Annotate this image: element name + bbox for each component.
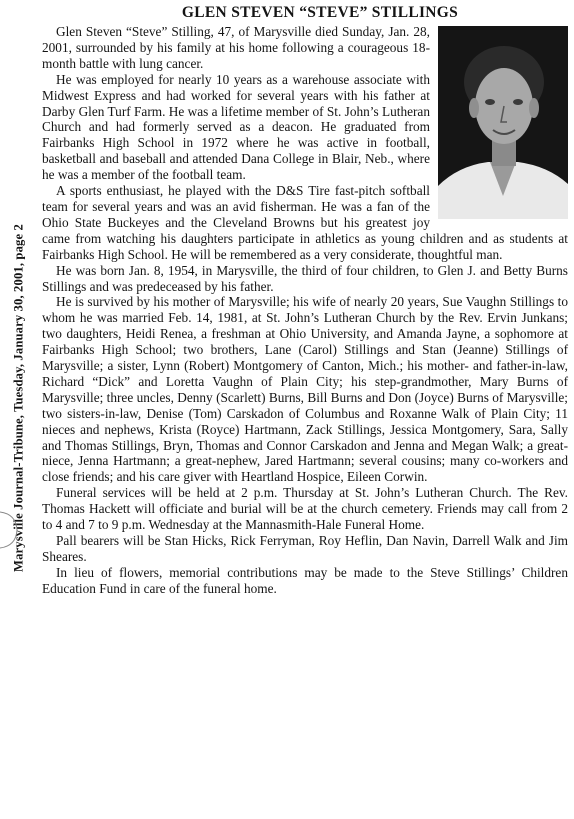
portrait-photo-icon xyxy=(438,26,568,219)
obituary-paragraph: Pall bearers will be Stan Hicks, Rick Ferryman, Roy Heflin, Dan Navin, Darrell Walk and Jim Sheares. xyxy=(42,533,568,564)
obituary-paragraph: He is survived by his mother of Marysville; his wife of nearly 20 years, Sue Vaughn Stillings to whom he was married Feb. 14, 1981, at St. John’s Lutheran Church by the Rev. Ervin Junkans; two daughters, Heidi Renea, a freshman at Ohio University, and Amanda Jayne, a sophomore at Fairbanks High School; two brothers, Lane (Carol) Stillings and Stan (Jeanne) Stillings of Marysville; a sister, Lynn (Robert) Montgomery of Canton, Mich.; his mother- and father-in-law, Richard “Dick” and Loretta Vaughn of Plain City; his step-grandmother, Mary Burns of Marysville; three uncles, Denny (Scarlett) Burns, Bill Burns and Don (Joyce) Burns of Marysville; two sisters-in-law, Denise (Tom) Carskadon of Columbus and Roxanne Walk of Plain City; 11 nieces and nephews, Krista (Royce) Hartmann, Zack Stillings, Jessica Montgomery, Sara, Sally and Thomas Stillings, Bryn, Thomas and Connor Carskadon and Jenna and Megan Walk; a great-niece, Jenna Hartmann; a great-nephew, Jared Hartmann; several cousins; many co-workers and close friends; and his care giver with Heartland Hospice, Eileen Corwin. xyxy=(42,294,568,485)
obituary-paragraph: In lieu of flowers, memorial contributions may be made to the Steve Stillings’ Children Education Fund in care of the funeral home. xyxy=(42,564,568,596)
obituary-article xyxy=(42,4,568,597)
obituary-paragraph: He was employed for nearly 10 years as a warehouse associate with Midwest Express and had worked for several years with his father at Darby Glen Turf Farm. He was a lifetime member of St. John’s Lutheran Church and had formerly served as a deacon. He graduated from Fairbanks High School in 1972 where he was active in football, basketball and baseball and attended Dana College in Blair, Neb., where he was a member of the football team. xyxy=(42,71,430,183)
side-caption xyxy=(8,28,30,768)
obituary-paragraph: Glen Steven “Steve” Stilling, 47, of Marysville died Sunday, Jan. 28, 2001, surrounded by his family at his home following a courageous 18-month battle with lung cancer. xyxy=(42,24,430,71)
obituary-paragraph: Funeral services will be held at 2 p.m. Thursday at St. John’s Lutheran Church. The Rev. Thomas Hackett will officiate and burial will be at the church cemetery. Friends may call from 2 to 4 and 7 to 9 p.m. Wednesday at the Mannasmith-Hale Funeral Home. xyxy=(42,485,568,533)
obituary-paragraph: He was born Jan. 8, 1954, in Marysville, the third of four children, to Glen J. and Betty Burns Stillings and was predeceased by his father. xyxy=(42,262,568,294)
portrait-photo xyxy=(438,26,568,219)
clipping-edge-mark xyxy=(0,508,22,552)
publication-caption: Marysville Journal-Tribune, Tuesday, January 30, 2001, page 2 xyxy=(11,224,26,572)
obituary-headline: GLEN STEVEN “STEVE” STILLINGS xyxy=(181,4,459,21)
obituary-paragraph: A sports enthusiast, he played with the D&S Tire fast-pitch softball team for several years and was an avid fisherman. He was a fan of the Ohio State Buckeyes and the Cleveland Browns but his greatest joy came from watching his daughters participate in athletics as young children and as students at Fairbanks High School. He will be remembered as a very considerate, thoughtful man. xyxy=(42,183,568,262)
